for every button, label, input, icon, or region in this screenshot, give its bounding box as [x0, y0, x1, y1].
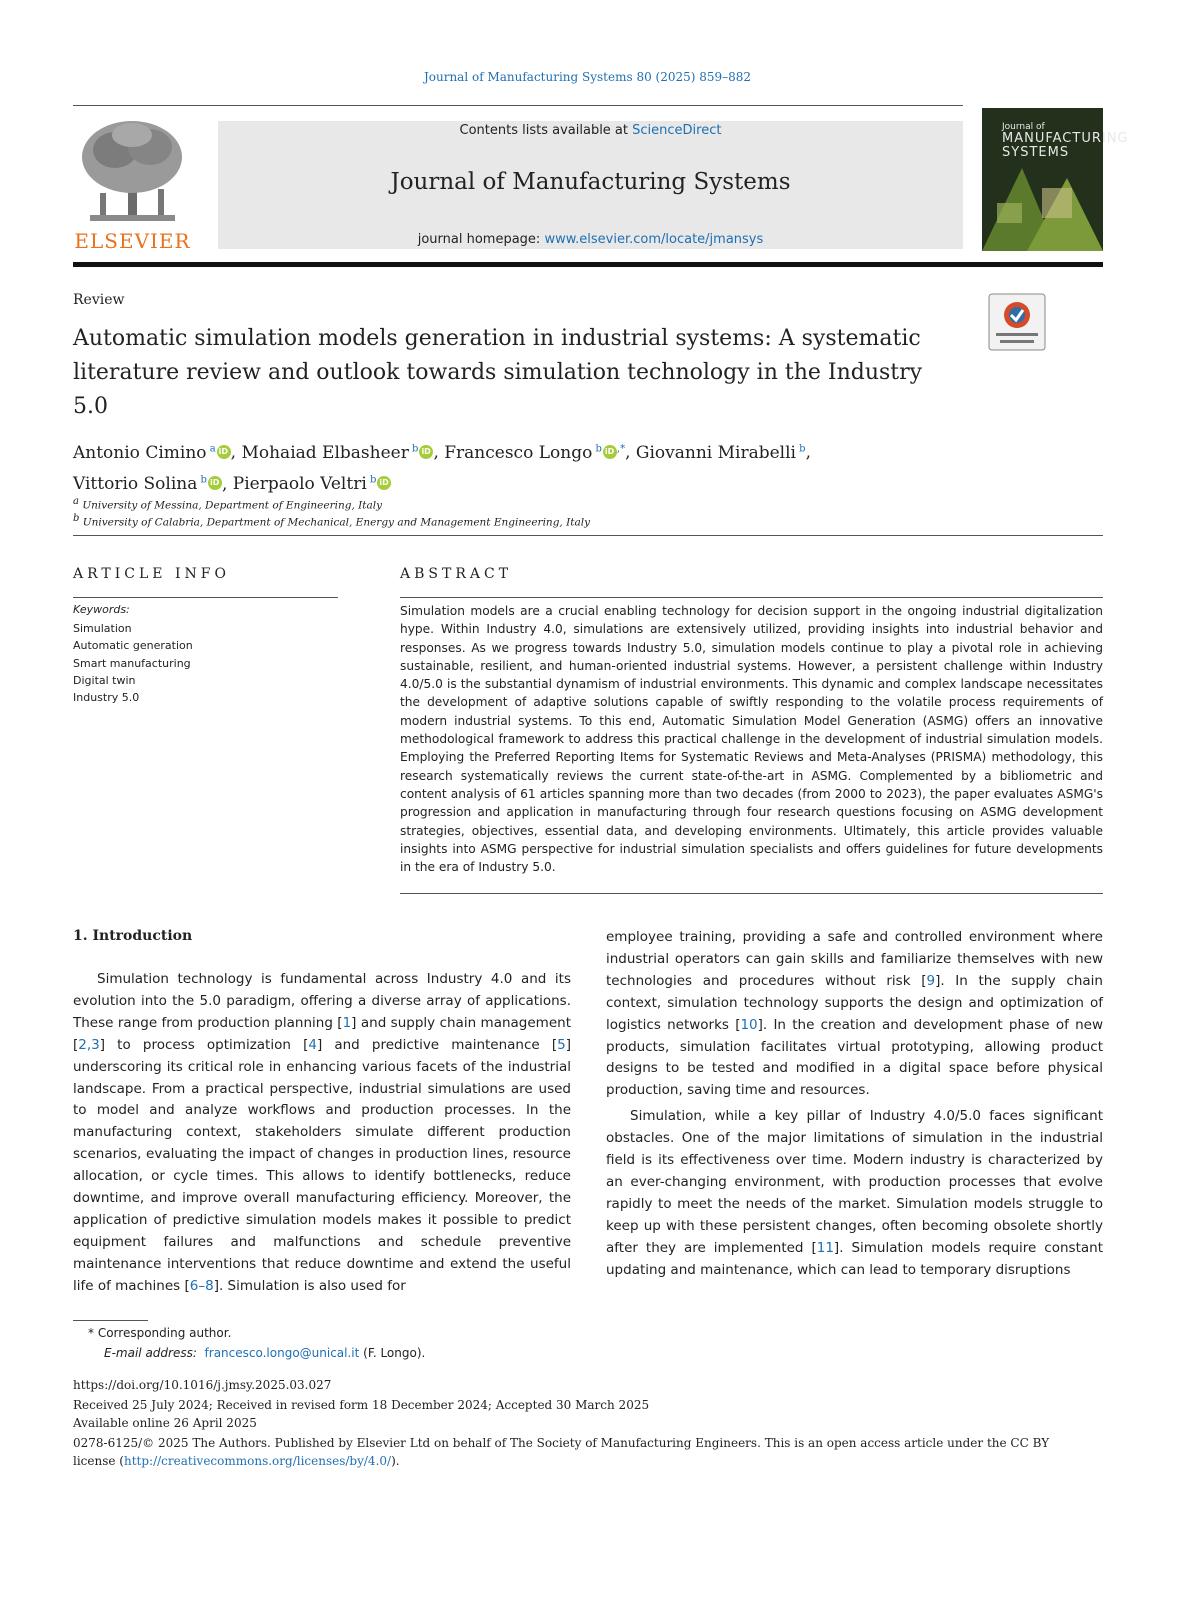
abstract-rule	[400, 597, 1103, 598]
intro-paragraph-1	[73, 969, 571, 1298]
available-online: Available online 26 April 2025	[73, 1416, 257, 1430]
homepage-line	[218, 232, 963, 247]
abstract-text: Simulation models are a crucial enabling technology for decision support in the ongoing industrial digitalization hype. Within Industry 4.0, simulations are extensively utilized, providing insights into industrial behavior and responses. As we progress towards Industry 5.0, simulation models continue to play a pivotal role in achieving sustainable, resilient, and human-oriented industrial systems. However, a persistent challenge within Industry 4.0/5.0 is the substantial dynamism of industrial environments. This dynamic and complex landscape necessitates the development of adaptive solutions capable of swiftly responding to the volatile process requirements of modern industrial systems. To this end, Automatic Simulation Model Generation (ASMG) offers an innovative methodological framework to address this practical challenge in the development of industrial simulation models. Employing the Preferred Reporting Items for Systematic Reviews and Meta-Analyses (PRISMA) methodology, this research systematically reviews the current state-of-the-art in ASMG. Complemented by a bibliometric and content analysis of 61 articles spanning more than two decades (from 2000 to 2023), the paper evaluates ASMG's progression and application in manufacturing through four research questions focusing on ASMG development strategies, objectives, essential data, and developing environments. Ultimately, this article provides valuable insights into ASMG perspective for industrial simulation specialists and offers guidelines for future developments in the era of Industry 5.0.	[400, 604, 1103, 875]
affiliation-link[interactable]: b	[796, 443, 806, 454]
citation-link[interactable]: 10	[740, 1016, 758, 1033]
paragraph-text: employee training, providing a safe and controlled environment where industrial operators can gain skills and familiarize themselves with new technologies and procedures without risk [	[606, 929, 1103, 989]
paragraph-text: ] underscoring its critical role in enhancing various facets of the industrial landscape. From a practical perspective, industrial simulations are used to model and analyze workflows and production processes. In the manufacturing context, stakeholders simulate different production scenarios, evaluating the impact of changes in production lines, resource allocation, or cycle times. This allows to identify bottlenecks, reduce downtime, and improve overall manufacturing efficiency. Moreover, the application of predictive simulation models makes it possible to predict equipment failures and malfunctions and schedule preventive maintenance interventions that reduce downtime and extend the useful life of machines [	[73, 1036, 572, 1294]
affiliation-link[interactable]: b	[408, 443, 419, 454]
affiliation-link[interactable]: b	[592, 443, 602, 454]
keyword: Automatic generation	[73, 639, 193, 653]
author[interactable]	[444, 443, 625, 463]
citation-link[interactable]: 4	[308, 1036, 317, 1053]
journal-homepage-link[interactable]: www.elsevier.com/locate/jmansys	[544, 232, 764, 247]
citation-link[interactable]: 11	[816, 1239, 834, 1256]
article-info-rule	[73, 597, 338, 598]
journal-masthead	[218, 121, 963, 249]
journal-name: Journal of Manufacturing Systems	[390, 169, 791, 195]
cover-title-main: MANUFACTURING SYSTEMS	[1002, 131, 1129, 160]
affiliation-link[interactable]: b	[366, 474, 377, 486]
keyword: Industry 5.0	[73, 691, 140, 705]
license-line-2	[73, 1454, 400, 1468]
header-thick-rule	[73, 262, 1103, 267]
author-separator: ,	[433, 442, 445, 463]
license-suffix: ).	[391, 1454, 400, 1468]
contents-line	[218, 123, 963, 138]
author-name[interactable]: Antonio Cimino	[73, 442, 207, 463]
affiliation-text: University of Messina, Department of Engineering, Italy	[82, 499, 383, 512]
affiliation-a	[73, 496, 382, 512]
paragraph-text: Simulation technology is fundamental across Industry 4.0 and its evolution into the 5.0 paradigm, offering a diverse array of applications. These range from production planning [	[73, 971, 571, 1031]
author[interactable]	[241, 443, 433, 463]
corresponding-text: Corresponding author.	[97, 1326, 232, 1340]
keyword: Digital twin	[73, 673, 136, 687]
orcid-icon[interactable]	[377, 476, 391, 490]
homepage-prefix: journal homepage:	[417, 232, 545, 247]
author[interactable]	[73, 474, 222, 494]
contents-prefix: Contents lists available at	[459, 123, 633, 138]
author-separator: ,	[221, 474, 233, 495]
crossmark-icon	[988, 293, 1046, 351]
author-separator: ,	[805, 442, 811, 463]
publisher-wordmark: ELSEVIER	[74, 229, 191, 253]
orcid-icon[interactable]	[217, 445, 231, 459]
intro-paragraph-2	[606, 1106, 1103, 1281]
journal-reference[interactable]: Journal of Manufacturing Systems 80 (2025) 859–882	[423, 70, 752, 84]
journal-cover-thumbnail[interactable]	[982, 108, 1129, 251]
check-for-updates-button[interactable]	[988, 293, 1046, 351]
cc-license-link[interactable]: http://creativecommons.org/licenses/by/4.0/	[123, 1454, 392, 1468]
author-email-link[interactable]: francesco.longo@unical.it	[204, 1346, 360, 1360]
paragraph-text: ]. Simulation is also used for	[213, 1277, 406, 1294]
article-info-heading: ARTICLE INFO	[73, 566, 230, 582]
footnote-rule	[73, 1320, 148, 1321]
paragraph-text: ] and predictive maintenance [	[316, 1036, 558, 1053]
article-title: Automatic simulation models generation in industrial systems: A systematic literature review and outlook towards simulation technology in the Industry 5.0	[73, 326, 923, 419]
paragraph-text: ] and supply chain management [	[73, 1014, 571, 1053]
intro-left-column	[73, 969, 571, 1298]
paragraph-text: ]. In the creation and development phase of new products, simulation facilitates virtual prototyping, allowing product designs to be tested and modified in a digital space before physical production, saving time and resources.	[606, 1016, 1103, 1099]
author-name[interactable]: Pierpaolo Veltri	[232, 474, 367, 495]
author[interactable]	[233, 474, 392, 494]
orcid-icon[interactable]	[208, 476, 222, 490]
received-dates: Received 25 July 2024; Received in revised form 18 December 2024; Accepted 30 March 2025	[73, 1398, 650, 1412]
affiliation-b	[73, 513, 590, 529]
author-separator: ,	[625, 442, 636, 463]
doi-link[interactable]: https://doi.org/10.1016/j.jmsy.2025.03.027	[73, 1378, 332, 1392]
affiliation-text: University of Calabria, Department of Mechanical, Energy and Management Engineering, Italy	[82, 516, 591, 529]
author[interactable]	[73, 443, 231, 463]
header-rule	[73, 105, 963, 106]
license-line-1: 0278-6125/© 2025 The Authors. Published by Elsevier Ltd on behalf of The Society of Manufacturing Engineers. This is an open access article under the CC BY	[73, 1436, 1050, 1450]
intro-right-column	[606, 927, 1103, 1282]
affiliation-link[interactable]: b	[197, 474, 207, 486]
affiliation-mark: a	[73, 496, 79, 507]
author-separator: ,	[230, 442, 242, 463]
cover-title	[1002, 122, 1129, 160]
corresponding-author-note	[88, 1326, 231, 1340]
citation-link[interactable]: 6–8	[189, 1277, 214, 1294]
email-suffix: (F. Longo).	[359, 1346, 426, 1360]
paragraph-text: Simulation, while a key pillar of Industry 4.0/5.0 faces significant obstacles. One of the major limitations of simulation in the industrial field is its effectiveness over time. Modern industry is characterized by an ever-changing environment, with production processes that evolve rapidly to meet the needs of the market. Simulation models struggle to keep up with these persistent changes, often becoming obsolete shortly after they are implemented [	[606, 1108, 1103, 1256]
footnote-star: *	[88, 1326, 94, 1340]
article-type: Review	[73, 292, 125, 308]
citation-link[interactable]: 5	[557, 1036, 566, 1053]
keyword: Smart manufacturing	[73, 656, 191, 670]
keywords-label: Keywords:	[73, 603, 130, 616]
keywords-list	[73, 620, 193, 706]
author-name[interactable]: Vittorio Solina	[73, 474, 198, 495]
sciencedirect-link[interactable]: ScienceDirect	[632, 123, 722, 138]
license-prefix: license (	[73, 1454, 124, 1468]
paragraph-text: ] to process optimization [	[99, 1036, 309, 1053]
elsevier-logo[interactable]	[70, 115, 195, 255]
orcid-icon[interactable]	[419, 445, 433, 459]
paragraph-text: ]. Simulation models require constant updating and maintenance, which can lead to temporary disruptions	[606, 1239, 1103, 1278]
orcid-icon[interactable]	[603, 445, 617, 459]
email-note	[104, 1346, 425, 1360]
section-heading-introduction: 1. Introduction	[73, 928, 193, 944]
keyword: Simulation	[73, 622, 132, 635]
affiliation-link[interactable]: a	[206, 443, 216, 454]
citation-link[interactable]: 9	[926, 972, 936, 989]
author-name[interactable]: Francesco Longo	[444, 442, 593, 463]
affiliations-rule	[73, 535, 1103, 536]
abstract-bottom-rule	[400, 893, 1103, 894]
intro-paragraph-1-continued	[606, 927, 1103, 1102]
cover-title-small: Journal of	[1002, 122, 1045, 132]
corresponding-author-mark[interactable]: ,*	[616, 443, 626, 454]
author-name[interactable]: Giovanni Mirabelli	[635, 442, 796, 463]
author[interactable]	[636, 443, 806, 463]
affiliation-mark: b	[73, 513, 80, 524]
author-name[interactable]: Mohaiad Elbasheer	[241, 442, 409, 463]
author-list	[73, 435, 973, 498]
paragraph-text: ]. In the supply chain context, simulation technology supports the design and optimization of logistics networks [	[606, 972, 1103, 1033]
citation-link[interactable]: 1	[342, 1014, 352, 1031]
abstract-heading: ABSTRACT	[400, 566, 513, 582]
email-label: E-mail address:	[104, 1346, 197, 1360]
citation-link[interactable]: 2,3	[78, 1036, 100, 1053]
